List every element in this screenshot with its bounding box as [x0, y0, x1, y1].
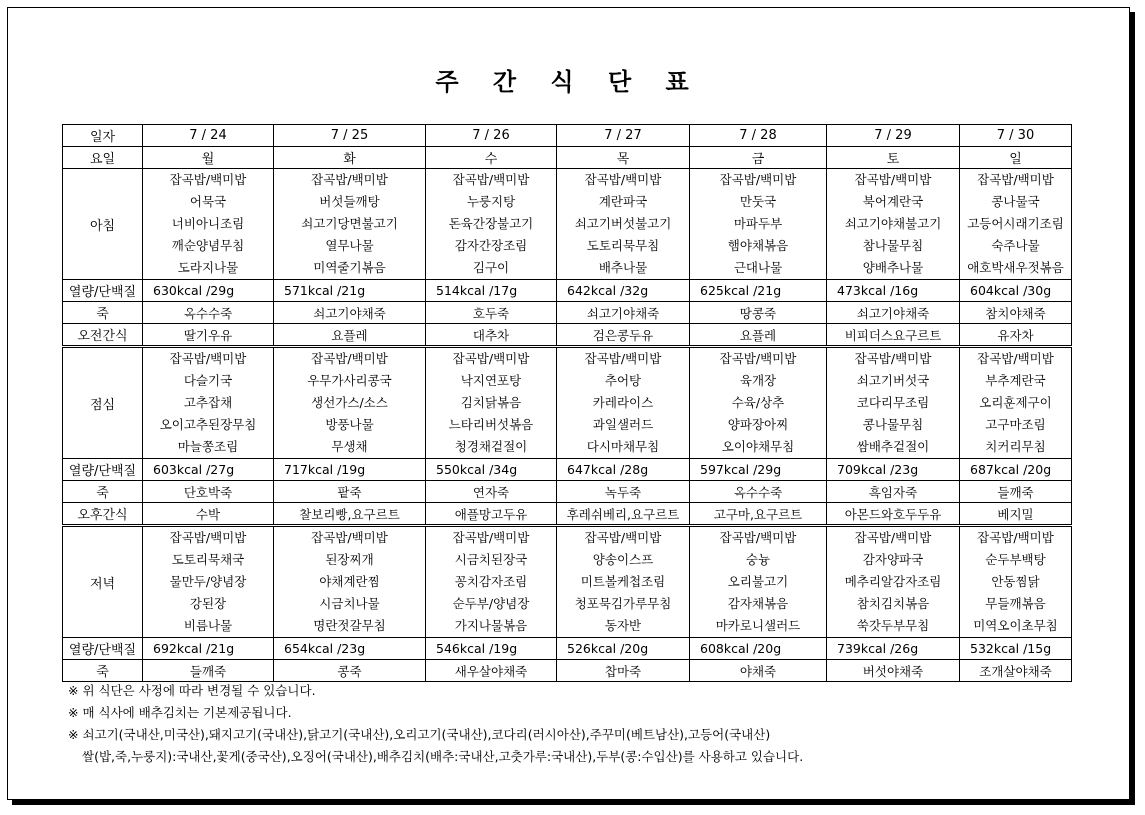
menu-item: 쑥갓두부무침 — [856, 618, 930, 633]
table-row — [63, 147, 1072, 169]
menu-item: 방풍나물 — [325, 417, 374, 432]
menu-item: 잡곡밥/백미밥 — [854, 530, 932, 545]
table-row — [63, 638, 1072, 660]
kcal-cell: 604kcal /30g — [960, 280, 1072, 302]
note-line: ※ 위 식단은 사정에 따라 변경될 수 있습니다. — [68, 683, 316, 698]
menu-item: 김치닭볶음 — [460, 395, 522, 410]
lunch-menu-cell — [690, 347, 827, 459]
breakfast-menu-cell — [960, 169, 1072, 280]
menu-item: 육개장 — [739, 373, 777, 388]
snack-cell: 애플망고두유 — [426, 503, 557, 526]
menu-item: 청경채겉절이 — [454, 439, 528, 454]
menu-item: 오리훈제구이 — [979, 395, 1052, 410]
porridge-cell: 연자죽 — [426, 481, 557, 503]
menu-item: 된장찌개 — [325, 552, 374, 567]
menu-item: 미역오이초무침 — [973, 618, 1058, 633]
lunch-menu-cell — [143, 347, 274, 459]
menu-item: 쌈배추겉절이 — [856, 439, 930, 454]
menu-item: 무생채 — [331, 439, 368, 454]
porridge-cell: 팥죽 — [274, 481, 426, 503]
kcal-cell: 550kcal /34g — [426, 459, 557, 481]
notes — [68, 680, 803, 768]
menu-item: 도토리묵채국 — [171, 552, 245, 567]
menu-item: 버섯들깨탕 — [319, 194, 380, 209]
menu-item: 깨순양념무침 — [171, 238, 245, 253]
dinner-menu-cell — [274, 526, 426, 638]
row-label-porridge: 죽 — [63, 660, 143, 682]
menu-item: 김구이 — [472, 260, 510, 275]
menu-item: 미역줄기볶음 — [313, 260, 386, 275]
table-row — [63, 324, 1072, 347]
lunch-menu-cell — [426, 347, 557, 459]
menu-item: 숙주나물 — [991, 238, 1040, 253]
row-label-date: 일자 — [63, 125, 143, 147]
row-label-afternoon_snack: 오후간식 — [63, 503, 143, 526]
table-row — [63, 169, 1072, 280]
kcal-cell: 597kcal /29g — [690, 459, 827, 481]
row-label-morning_snack: 오전간식 — [63, 324, 143, 347]
menu-item: 잡곡밥/백미밥 — [719, 172, 797, 187]
kcal-cell: 630kcal /29g — [143, 280, 274, 302]
menu-item: 안동찜닭 — [991, 574, 1040, 589]
snack-cell: 고구마,요구르트 — [690, 503, 827, 526]
menu-item: 청포묵김가루무침 — [574, 596, 672, 611]
table-row — [63, 459, 1072, 481]
weekday-cell: 목 — [557, 147, 690, 169]
snack-cell: 요플레 — [690, 324, 827, 347]
menu-item: 근대나물 — [733, 260, 783, 275]
menu-item: 숭늉 — [745, 552, 771, 567]
menu-item: 양배추나물 — [862, 260, 924, 275]
table-row — [63, 660, 1072, 682]
row-label-breakfast: 아침 — [63, 169, 143, 280]
snack-cell: 찰보리빵,요구르트 — [274, 503, 426, 526]
porridge-cell: 옥수수죽 — [690, 481, 827, 503]
porridge-cell: 참치야채죽 — [960, 302, 1072, 324]
menu-item: 다시마채무침 — [586, 439, 660, 454]
menu-item: 잡곡밥/백미밥 — [452, 172, 530, 187]
snack-cell: 검은콩두유 — [557, 324, 690, 347]
page-title: 주 간 식 단 표 — [435, 68, 702, 96]
porridge-cell: 땅콩죽 — [690, 302, 827, 324]
menu-item: 도토리묵무침 — [586, 238, 660, 253]
menu-item: 동자반 — [604, 618, 642, 633]
kcal-cell: 625kcal /21g — [690, 280, 827, 302]
weekday-cell: 화 — [274, 147, 426, 169]
menu-item: 명란젓갈무침 — [313, 618, 386, 633]
menu-item: 생선가스/소스 — [311, 395, 388, 410]
kcal-cell: 687kcal /20g — [960, 459, 1072, 481]
menu-item: 우무가사리콩국 — [307, 373, 392, 388]
kcal-cell: 603kcal /27g — [143, 459, 274, 481]
menu-item: 잡곡밥/백미밥 — [169, 351, 247, 366]
menu-item: 시금치된장국 — [454, 552, 528, 567]
menu-item: 배추나물 — [598, 260, 648, 275]
menu-item: 참나물무침 — [862, 238, 924, 253]
menu-item: 치커리무침 — [985, 439, 1046, 454]
note-line: ※ 매 식사에 배추김치는 기본제공됩니다. — [68, 705, 292, 720]
menu-item: 강된장 — [189, 596, 227, 611]
menu-item: 추어탕 — [604, 373, 642, 388]
kcal-cell: 532kcal /15g — [960, 638, 1072, 660]
kcal-cell: 717kcal /19g — [274, 459, 426, 481]
kcal-cell: 692kcal /21g — [143, 638, 274, 660]
menu-item: 마카로니샐러드 — [715, 618, 801, 633]
breakfast-menu-cell — [143, 169, 274, 280]
snack-cell: 수박 — [143, 503, 274, 526]
kcal-cell: 526kcal /20g — [557, 638, 690, 660]
menu-item: 무들깨볶음 — [985, 596, 1046, 611]
snack-cell: 베지밀 — [960, 503, 1072, 526]
table-row — [63, 481, 1072, 503]
menu-item: 느타리버섯볶음 — [448, 417, 534, 432]
menu-item: 쇠고기야채불고기 — [844, 216, 942, 231]
dinner-menu-cell — [143, 526, 274, 638]
menu-item: 고구마조림 — [985, 417, 1046, 432]
menu-item: 잡곡밥/백미밥 — [311, 530, 388, 545]
menu-item: 시금치나물 — [319, 596, 380, 611]
menu-item: 쇠고기버섯불고기 — [574, 216, 672, 231]
menu-item: 잡곡밥/백미밥 — [719, 351, 797, 366]
menu-item: 북어계란국 — [862, 194, 924, 209]
porridge-cell: 버섯야채죽 — [827, 660, 960, 682]
row-label-kcal: 열량/단백질 — [63, 280, 143, 302]
kcal-cell: 473kcal /16g — [827, 280, 960, 302]
kcal-cell: 571kcal /21g — [274, 280, 426, 302]
date-cell: 7 / 29 — [827, 125, 960, 147]
lunch-menu-cell — [274, 347, 426, 459]
menu-item: 잡곡밥/백미밥 — [584, 530, 662, 545]
note-line: ※ 쇠고기(국내산,미국산),돼지고기(국내산),닭고기(국내산),오리고기(국내산),코다리(러시아산),주꾸미(베트남산),고등어(국내산) — [68, 727, 771, 742]
date-cell: 7 / 30 — [960, 125, 1072, 147]
lunch-menu-cell — [557, 347, 690, 459]
menu-item: 감자채볶음 — [727, 596, 789, 611]
menu-item: 오이야채무침 — [721, 439, 795, 454]
menu-item: 돈육간장불고기 — [448, 216, 534, 231]
row-label-dinner: 저녁 — [63, 526, 143, 638]
menu-item: 콩나물국 — [991, 194, 1040, 209]
menu-item: 만둣국 — [739, 194, 777, 209]
menu-item: 순두부백탕 — [985, 552, 1046, 567]
table-row — [63, 526, 1072, 638]
porridge-cell: 들깨죽 — [960, 481, 1072, 503]
row-label-kcal: 열량/단백질 — [63, 638, 143, 660]
weekday-cell: 월 — [143, 147, 274, 169]
menu-item: 콩나물무침 — [862, 417, 924, 432]
date-cell: 7 / 25 — [274, 125, 426, 147]
menu-item: 잡곡밥/백미밥 — [854, 351, 932, 366]
menu-item: 미트볼케첩조림 — [580, 574, 666, 589]
note-line: 쌀(밥,죽,누룽지):국내산,꽃게(중국산),오징어(국내산),배추김치(배추:국내산,고춧가루:국내산),두부(콩:수입산)를 사용하고 있습니다. — [82, 749, 804, 764]
menu-item: 누룽지탕 — [466, 194, 516, 209]
snack-cell: 아몬드와호두두유 — [827, 503, 960, 526]
porridge-cell: 호두죽 — [426, 302, 557, 324]
menu-item: 열무나물 — [325, 238, 374, 253]
menu-item: 마파두부 — [733, 216, 783, 231]
row-label-porridge: 죽 — [63, 481, 143, 503]
menu-item: 어묵국 — [189, 194, 227, 209]
kcal-cell: 709kcal /23g — [827, 459, 960, 481]
breakfast-menu-cell — [557, 169, 690, 280]
snack-cell: 후레쉬베리,요구르트 — [557, 503, 690, 526]
row-label-porridge: 죽 — [63, 302, 143, 324]
row-label-lunch: 점심 — [63, 347, 143, 459]
menu-item: 비름나물 — [183, 618, 233, 633]
menu-item: 수육/상추 — [731, 395, 785, 410]
kcal-cell: 514kcal /17g — [426, 280, 557, 302]
table-row — [63, 302, 1072, 324]
porridge-cell: 녹두죽 — [557, 481, 690, 503]
menu-item: 고등어시래기조림 — [967, 216, 1064, 231]
table-row — [63, 503, 1072, 526]
menu-item: 과일샐러드 — [592, 417, 654, 432]
kcal-cell: 546kcal /19g — [426, 638, 557, 660]
menu-item: 도라지나물 — [177, 260, 239, 275]
dinner-menu-cell — [690, 526, 827, 638]
porridge-cell: 들깨죽 — [143, 660, 274, 682]
kcal-cell: 739kcal /26g — [827, 638, 960, 660]
menu-item: 잡곡밥/백미밥 — [977, 530, 1054, 545]
menu-item: 계란파국 — [598, 194, 648, 209]
snack-cell: 유자차 — [960, 324, 1072, 347]
menu-item: 오리불고기 — [727, 574, 789, 589]
kcal-cell: 608kcal /20g — [690, 638, 827, 660]
table-row — [63, 125, 1072, 147]
breakfast-menu-cell — [690, 169, 827, 280]
date-cell: 7 / 28 — [690, 125, 827, 147]
menu-item: 너비아니조림 — [171, 216, 245, 231]
dinner-menu-cell — [426, 526, 557, 638]
breakfast-menu-cell — [426, 169, 557, 280]
kcal-cell: 642kcal /32g — [557, 280, 690, 302]
lunch-menu-cell — [960, 347, 1072, 459]
row-label-weekday: 요일 — [63, 147, 143, 169]
menu-item: 쇠고기당면불고기 — [301, 216, 398, 231]
porridge-cell: 옥수수죽 — [143, 302, 274, 324]
porridge-cell: 쇠고기야채죽 — [557, 302, 690, 324]
snack-cell: 대추차 — [426, 324, 557, 347]
menu-item: 고추잡채 — [183, 395, 233, 410]
dinner-menu-cell — [960, 526, 1072, 638]
menu-item: 잡곡밥/백미밥 — [584, 351, 662, 366]
breakfast-menu-cell — [827, 169, 960, 280]
snack-cell: 딸기우유 — [143, 324, 274, 347]
date-cell: 7 / 27 — [557, 125, 690, 147]
menu-item: 잡곡밥/백미밥 — [977, 172, 1054, 187]
menu-item: 꽁치감자조림 — [454, 574, 528, 589]
menu-item: 쇠고기버섯국 — [856, 373, 930, 388]
porridge-cell: 새우살야채죽 — [426, 660, 557, 682]
menu-item: 잡곡밥/백미밥 — [311, 351, 388, 366]
menu-item: 코다리무조림 — [856, 395, 930, 410]
weekday-cell: 금 — [690, 147, 827, 169]
menu-item: 부추계란국 — [985, 373, 1046, 388]
date-cell: 7 / 26 — [426, 125, 557, 147]
menu-item: 잡곡밥/백미밥 — [169, 530, 247, 545]
table-row — [63, 280, 1072, 302]
menu-item: 야채계란찜 — [319, 574, 380, 589]
menu-item: 애호박새우젓볶음 — [967, 260, 1064, 275]
porridge-cell: 쇠고기야채죽 — [827, 302, 960, 324]
menu-item: 다슬기국 — [183, 373, 233, 388]
porridge-cell: 조개살야채죽 — [960, 660, 1072, 682]
menu-item: 낙지연포탕 — [460, 373, 522, 388]
weekday-cell: 일 — [960, 147, 1072, 169]
menu-item: 감자양파국 — [862, 552, 924, 567]
menu-item: 메추리알감자조림 — [844, 574, 942, 589]
weekly-menu-table — [62, 124, 1072, 682]
porridge-cell: 쇠고기야채죽 — [274, 302, 426, 324]
menu-item: 햄야채볶음 — [727, 238, 789, 253]
breakfast-menu-cell — [274, 169, 426, 280]
kcal-cell: 654kcal /23g — [274, 638, 426, 660]
menu-item: 잡곡밥/백미밥 — [452, 351, 530, 366]
menu-item: 감자간장조림 — [454, 238, 528, 253]
menu-item: 양파장아찌 — [727, 417, 789, 432]
porridge-cell: 콩죽 — [274, 660, 426, 682]
menu-item: 잡곡밥/백미밥 — [719, 530, 797, 545]
menu-item: 잡곡밥/백미밥 — [452, 530, 530, 545]
menu-item: 잡곡밥/백미밥 — [169, 172, 247, 187]
menu-item: 잡곡밥/백미밥 — [854, 172, 932, 187]
porridge-cell: 찹마죽 — [557, 660, 690, 682]
menu-item: 양송이스프 — [592, 552, 654, 567]
menu-item: 잡곡밥/백미밥 — [977, 351, 1054, 366]
weekday-cell: 수 — [426, 147, 557, 169]
snack-cell: 비피더스요구르트 — [827, 324, 960, 347]
menu-item: 가지나물볶음 — [454, 618, 528, 633]
dinner-menu-cell — [557, 526, 690, 638]
date-cell: 7 / 24 — [143, 125, 274, 147]
menu-item: 마늘쫑조림 — [177, 439, 239, 454]
weekday-cell: 토 — [827, 147, 960, 169]
menu-item: 잡곡밥/백미밥 — [311, 172, 388, 187]
dinner-menu-cell — [827, 526, 960, 638]
menu-item: 참치김치볶음 — [856, 596, 930, 611]
menu-item: 물만두/양념장 — [169, 574, 247, 589]
menu-item: 카레라이스 — [592, 395, 654, 410]
menu-item: 잡곡밥/백미밥 — [584, 172, 662, 187]
row-label-kcal: 열량/단백질 — [63, 459, 143, 481]
table-row — [63, 347, 1072, 459]
porridge-cell: 야채죽 — [690, 660, 827, 682]
menu-item: 오이고추된장무침 — [159, 417, 257, 432]
lunch-menu-cell — [827, 347, 960, 459]
porridge-cell: 단호박죽 — [143, 481, 274, 503]
snack-cell: 요플레 — [274, 324, 426, 347]
porridge-cell: 흑임자죽 — [827, 481, 960, 503]
kcal-cell: 647kcal /28g — [557, 459, 690, 481]
menu-item: 순두부/양념장 — [452, 596, 530, 611]
